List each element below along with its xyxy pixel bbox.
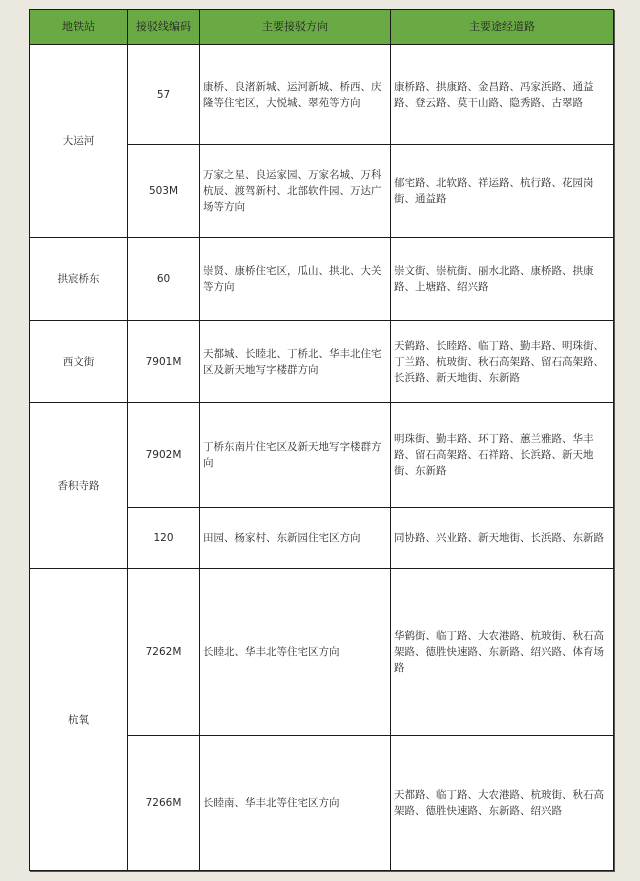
- direction-cell: 天都城、长睦北、丁桥北、华丰北住宅区及新天地写字楼群方向: [200, 321, 391, 403]
- roads-cell: 康桥路、拱康路、金昌路、冯家浜路、通益路、登云路、莫干山路、隐秀路、古翠路: [391, 45, 614, 145]
- header-roads: 主要途经道路: [391, 10, 614, 45]
- route-code-cell: 7901M: [128, 321, 200, 403]
- route-code-cell: 60: [128, 238, 200, 321]
- header-station: 地铁站: [30, 10, 128, 45]
- route-code-cell: 7262M: [128, 569, 200, 736]
- header-direction: 主要接驳方向: [200, 10, 391, 45]
- feeder-bus-table: [29, 9, 614, 871]
- route-code-cell: 7902M: [128, 403, 200, 508]
- route-code-cell: 7266M: [128, 736, 200, 871]
- route-code-cell: 57: [128, 45, 200, 145]
- station-cell: 杭氧: [30, 569, 128, 871]
- roads-cell: 天都路、临丁路、大农港路、杭玻街、秋石高架路、德胜快速路、东新路、绍兴路: [391, 736, 614, 871]
- roads-cell: 崇文街、崇杭街、丽水北路、康桥路、拱康路、上塘路、绍兴路: [391, 238, 614, 321]
- direction-cell: 康桥、良渚新城、运河新城、桥西、庆隆等住宅区，大悦城、翠苑等方向: [200, 45, 391, 145]
- station-cell: 拱宸桥东: [30, 238, 128, 321]
- direction-cell: 长睦北、华丰北等住宅区方向: [200, 569, 391, 736]
- station-cell: 大运河: [30, 45, 128, 238]
- route-code-cell: 120: [128, 508, 200, 569]
- header-route-code: 接驳线编码: [128, 10, 200, 45]
- table-row: [30, 238, 614, 321]
- roads-cell: 明珠街、勤丰路、环丁路、蕙兰雅路、华丰路、留石高架路、石祥路、长浜路、新天地街、东新路: [391, 403, 614, 508]
- direction-cell: 丁桥东南片住宅区及新天地写字楼群方向: [200, 403, 391, 508]
- route-code-cell: 503M: [128, 145, 200, 238]
- station-cell: 西文街: [30, 321, 128, 403]
- table-row: [30, 403, 614, 508]
- table-row: [30, 321, 614, 403]
- table-header-row: [30, 10, 614, 45]
- direction-cell: 崇贤、康桥住宅区，瓜山、拱北、大关等方向: [200, 238, 391, 321]
- direction-cell: 长睦南、华丰北等住宅区方向: [200, 736, 391, 871]
- direction-cell: 万家之星、良运家园、万家名城、万科杭辰、渡驾新村、北部软件园、万达广场等方向: [200, 145, 391, 238]
- table-row: [30, 45, 614, 145]
- roads-cell: 郁宅路、北软路、祥运路、杭行路、花园岗街、通益路: [391, 145, 614, 238]
- roads-cell: 同协路、兴业路、新天地街、长浜路、东新路: [391, 508, 614, 569]
- station-cell: 香积寺路: [30, 403, 128, 569]
- table-row: [30, 569, 614, 736]
- roads-cell: 华鹤街、临丁路、大农港路、杭玻街、秋石高架路、德胜快速路、东新路、绍兴路、体育场路: [391, 569, 614, 736]
- roads-cell: 天鹤路、长睦路、临丁路、勤丰路、明珠街、丁兰路、杭玻街、秋石高架路、留石高架路、长浜路、新天地街、东新路: [391, 321, 614, 403]
- direction-cell: 田园、杨家村、东新园住宅区方向: [200, 508, 391, 569]
